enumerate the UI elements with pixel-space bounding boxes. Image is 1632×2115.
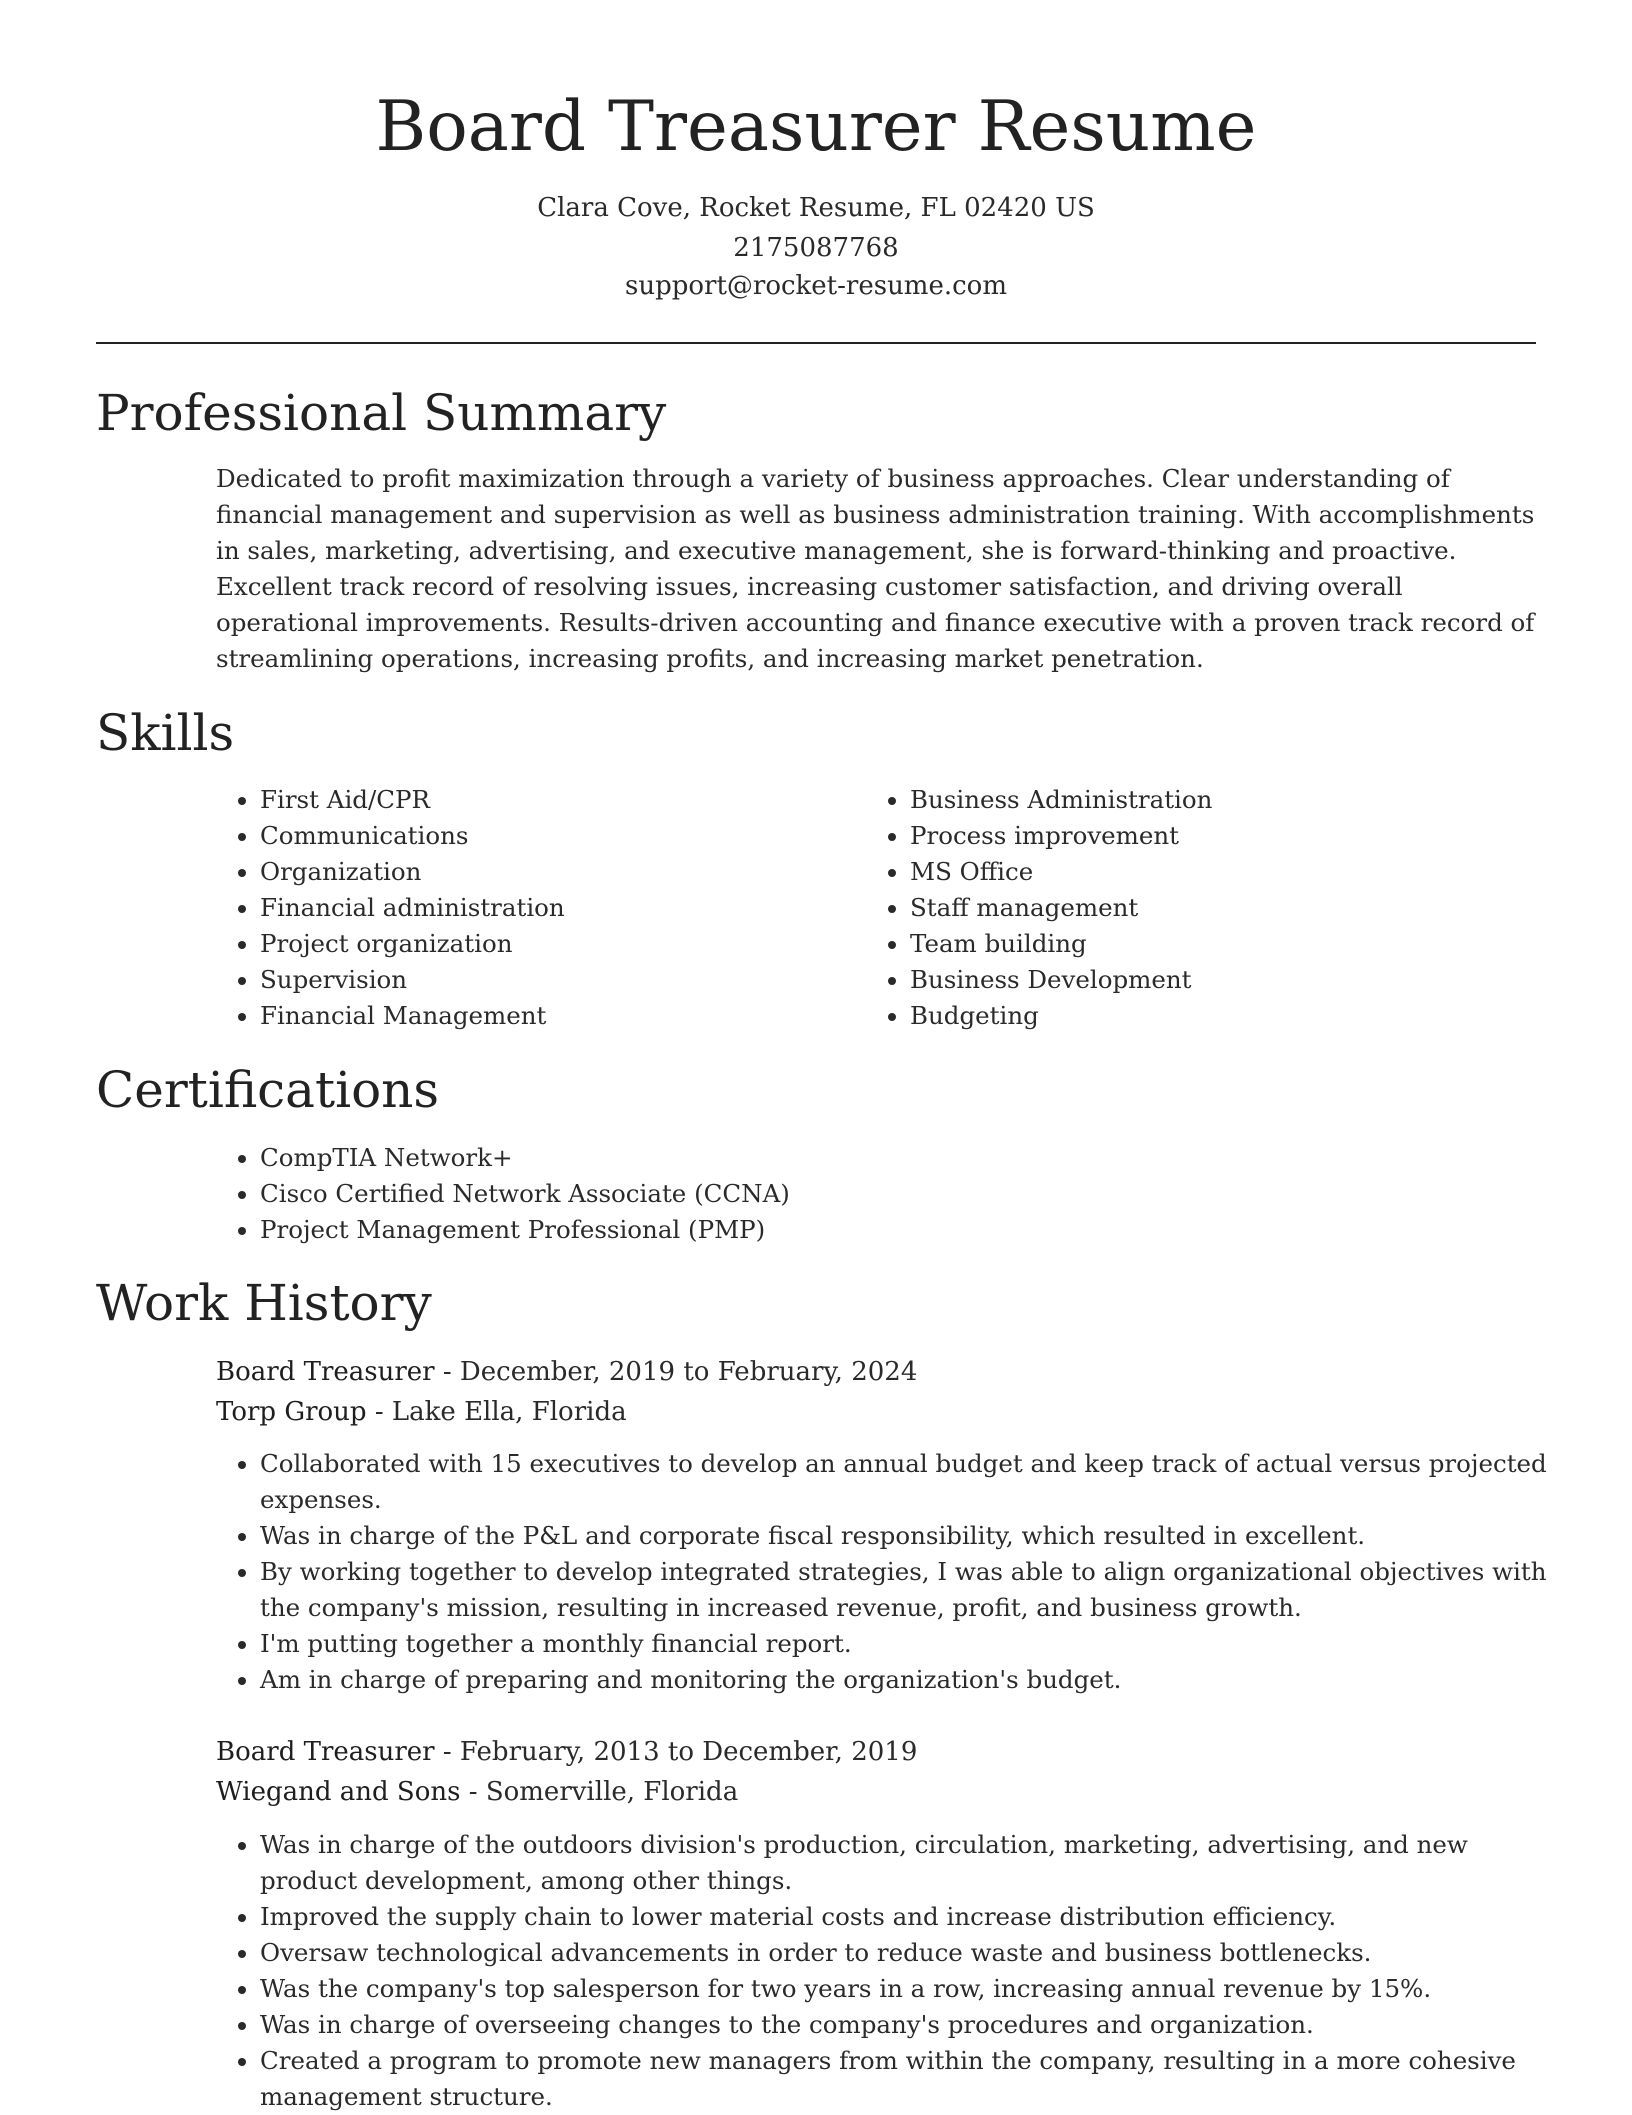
certification-item: • Project Management Professional (PMP) xyxy=(260,1212,1560,1248)
job-title-line: Board Treasurer - December, 2019 to February, 2024 xyxy=(216,1357,918,1387)
skills-heading: Skills xyxy=(96,704,235,762)
summary-text: Dedicated to profit maximization through a variety of business approaches. Clear understanding of financial management and supervision as well as business administration training. With accomplishments in sales, marketing, advertising, and executive management, she is forward-thinking and proactive. Excellent track record of resolving issues, increasing customer satisfaction, and driving overall operational improvements. Results-driven accounting and finance executive with a proven track record of streamlining operations, increasing profits, and increasing market penetration. xyxy=(216,464,1535,673)
job-title: Board Treasurer xyxy=(216,1357,435,1387)
skill-item: • Staff management xyxy=(910,890,1570,926)
job-location: Somerville, Florida xyxy=(485,1777,739,1807)
skill-item: • Organization xyxy=(260,854,840,890)
job-bullets xyxy=(216,1446,1560,1698)
skills-list-left xyxy=(216,782,840,1034)
resume-title: Board Treasurer Resume xyxy=(375,87,1257,167)
certifications-heading: Certifications xyxy=(96,1061,440,1119)
job-bullet: • Collaborated with 15 executives to develop an annual budget and keep track of actual versus projected expenses. xyxy=(260,1446,1560,1518)
job-company-line: Torp Group - Lake Ella, Florida xyxy=(216,1397,627,1427)
summary-heading: Professional Summary xyxy=(96,384,667,442)
skill-item: • Budgeting xyxy=(910,998,1570,1034)
job-bullet: • Am in charge of preparing and monitoring the organization's budget. xyxy=(260,1662,1560,1698)
skill-item: • Project organization xyxy=(260,926,840,962)
header-divider xyxy=(96,342,1536,344)
certification-item: • CompTIA Network+ xyxy=(260,1140,1560,1176)
skill-item: • Financial administration xyxy=(260,890,840,926)
job-title-line: Board Treasurer - February, 2013 to December, 2019 xyxy=(216,1737,918,1767)
job-bullet: • Was in charge of the P&L and corporate fiscal responsibility, which resulted in excellent. xyxy=(260,1518,1560,1554)
job-bullet: • Was in charge of overseeing changes to the company's procedures and organization. xyxy=(260,2007,1560,2043)
skills-list-right xyxy=(866,782,1570,1034)
job-bullet: • Was in charge of the outdoors division's production, circulation, marketing, advertising, and new product development, among other things. xyxy=(260,1827,1560,1899)
skill-item: • Business Administration xyxy=(910,782,1570,818)
job-bullet: • Improved the supply chain to lower material costs and increase distribution efficiency. xyxy=(260,1899,1560,1935)
skill-item: • Communications xyxy=(260,818,840,854)
job-bullet: • I'm putting together a monthly financial report. xyxy=(260,1626,1560,1662)
job-title: Board Treasurer xyxy=(216,1737,435,1767)
job-location: Lake Ella, Florida xyxy=(391,1397,627,1427)
certification-item: • Cisco Certified Network Associate (CCNA) xyxy=(260,1176,1560,1212)
job-company: Wiegand and Sons xyxy=(216,1777,461,1807)
job-bullets xyxy=(216,1827,1560,2115)
job-bullet: • Oversaw technological advancements in order to reduce waste and business bottlenecks. xyxy=(260,1935,1560,1971)
certifications-list xyxy=(216,1140,1560,1248)
contact-phone: 2175087768 xyxy=(733,233,899,263)
skill-item: • First Aid/CPR xyxy=(260,782,840,818)
skill-item: • Process improvement xyxy=(910,818,1570,854)
skill-item: • Business Development xyxy=(910,962,1570,998)
skill-item: • Supervision xyxy=(260,962,840,998)
work-history-heading: Work History xyxy=(96,1274,432,1332)
job-dates: December, 2019 to February, 2024 xyxy=(459,1357,918,1387)
contact-address: Clara Cove, Rocket Resume, FL 02420 US xyxy=(537,193,1095,223)
job-company: Torp Group xyxy=(216,1397,367,1427)
skill-item: • Financial Management xyxy=(260,998,840,1034)
job-bullet: • By working together to develop integrated strategies, I was able to align organizational objectives with the company's mission, resulting in increased revenue, profit, and business growth. xyxy=(260,1554,1560,1626)
job-dates: February, 2013 to December, 2019 xyxy=(459,1737,918,1767)
job-bullet: • Was the company's top salesperson for two years in a row, increasing annual revenue by 15%. xyxy=(260,1971,1560,2007)
job-company-line: Wiegand and Sons - Somerville, Florida xyxy=(216,1777,739,1807)
skill-item: • MS Office xyxy=(910,854,1570,890)
job-bullet: • Created a program to promote new managers from within the company, resulting in a more cohesive management structure. xyxy=(260,2043,1560,2115)
contact-email: support@rocket-resume.com xyxy=(624,271,1007,301)
skill-item: • Team building xyxy=(910,926,1570,962)
